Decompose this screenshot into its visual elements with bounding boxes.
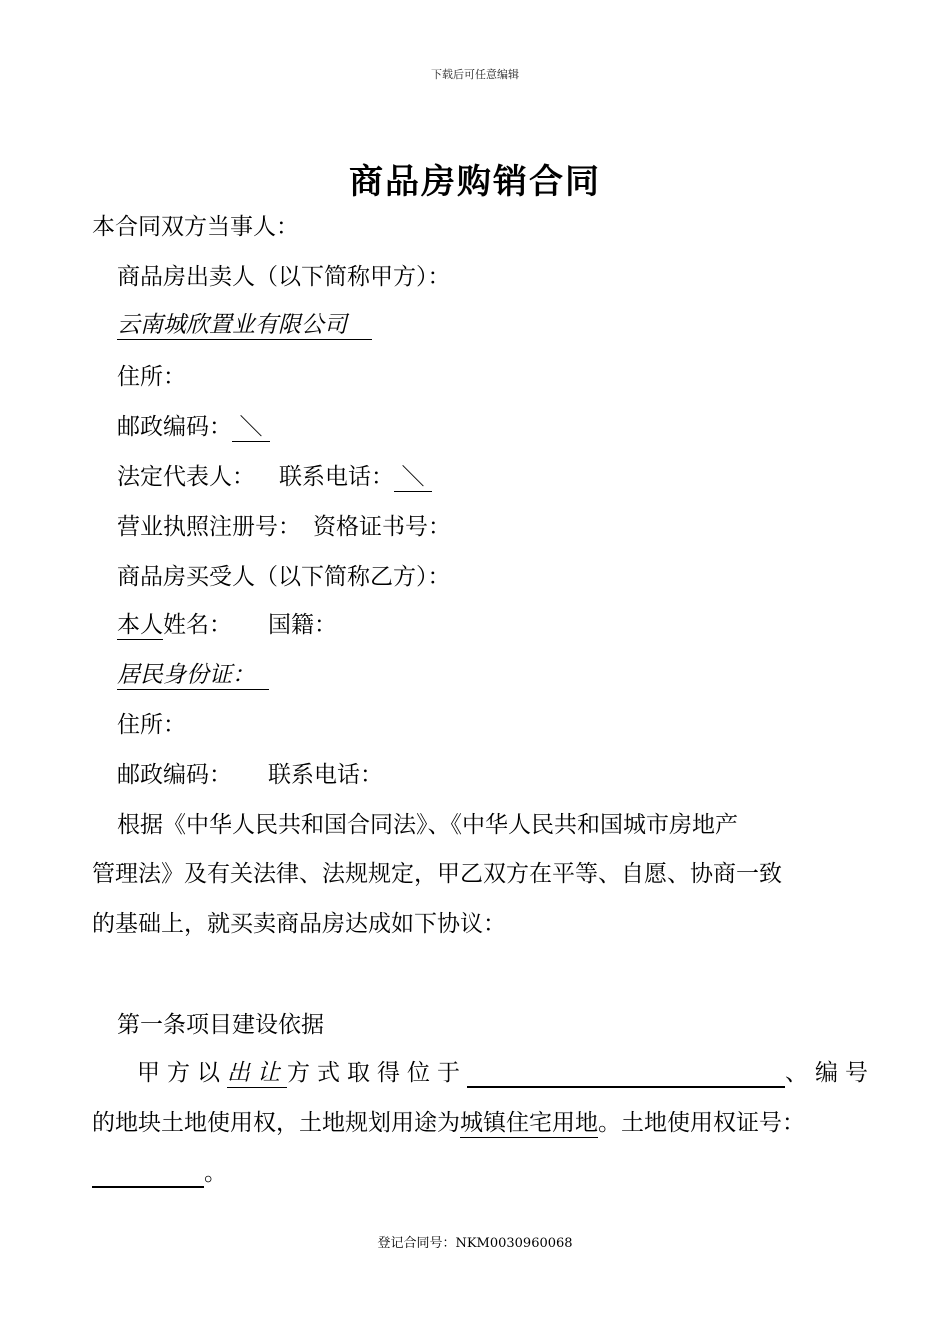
seller-rep-label: 法定代表人： (117, 464, 255, 490)
article1-land-use: 城镇住宅用地 (460, 1110, 598, 1136)
intro-line: 本合同双方当事人： (92, 214, 299, 240)
seller-name: 云南城欣置业有限公司 (117, 311, 372, 340)
seller-license-label: 营业执照注册号： (117, 514, 301, 540)
buyer-postcode-label: 邮政编码： (117, 762, 232, 788)
buyer-postcode-line (117, 760, 383, 790)
seller-address-label: 住所： (117, 364, 186, 390)
buyer-self: 本人 (117, 612, 163, 638)
page-header: 下载后可任意编辑 (431, 68, 519, 81)
basis-line-3: 的基础上，就买卖商品房达成如下协议： (92, 911, 506, 937)
seller-name-line (117, 310, 372, 340)
seller-cert-label: 资格证书号： (313, 514, 451, 540)
buyer-name-line (117, 610, 337, 640)
buyer-address-label: 住所： (117, 712, 186, 738)
seller-phone-value: ＼ (394, 463, 432, 492)
certificate-number-blank (92, 1160, 204, 1188)
seller-postcode-value: ＼ (232, 413, 270, 442)
article1-title: 第一条项目建设依据 (117, 1012, 324, 1038)
basis-line-2: 管理法》及有关法律、法规规定，甲乙双方在平等、自愿、协商一致 (92, 861, 782, 887)
location-blank (467, 1060, 785, 1088)
article1-p1 (137, 1058, 875, 1088)
buyer-phone-label: 联系电话： (268, 762, 383, 788)
buyer-id-label: 居民身份证： (117, 661, 269, 690)
buyer-heading: 商品房买受人（以下简称乙方）： (117, 564, 451, 590)
seller-heading: 商品房出卖人（以下简称甲方）： (117, 264, 451, 290)
seller-postcode-label: 邮政编码： (117, 414, 232, 440)
article1-p2 (92, 1108, 805, 1138)
article1-method: 出让 (227, 1060, 287, 1086)
buyer-name-label: 姓名： (163, 612, 232, 638)
buyer-nationality-label: 国籍： (268, 612, 337, 638)
document-title: 商品房购销合同 (349, 162, 601, 202)
page-footer: 登记合同号：NKM0030960068 (377, 1236, 573, 1251)
basis-line-1: 根据《中华人民共和国合同法》、《中华人民共和国城市房地产 (117, 812, 738, 838)
article1-p3 (92, 1158, 227, 1188)
article1-p1-b: 方式取得位于 (287, 1060, 467, 1086)
seller-postcode-line (117, 412, 270, 442)
seller-phone-label: 联系电话： (279, 464, 394, 490)
article1-p2-a: 的地块土地使用权，土地规划用途为 (92, 1110, 460, 1136)
seller-rep-line (117, 462, 432, 492)
article1-p1-c: 、编号 (785, 1060, 875, 1086)
buyer-id-line (117, 660, 269, 690)
article1-p3-end: 。 (204, 1160, 227, 1186)
seller-license-line (117, 512, 451, 542)
article1-p1-a: 甲方以 (137, 1060, 227, 1086)
article1-p2-b: 。土地使用权证号： (598, 1110, 805, 1136)
